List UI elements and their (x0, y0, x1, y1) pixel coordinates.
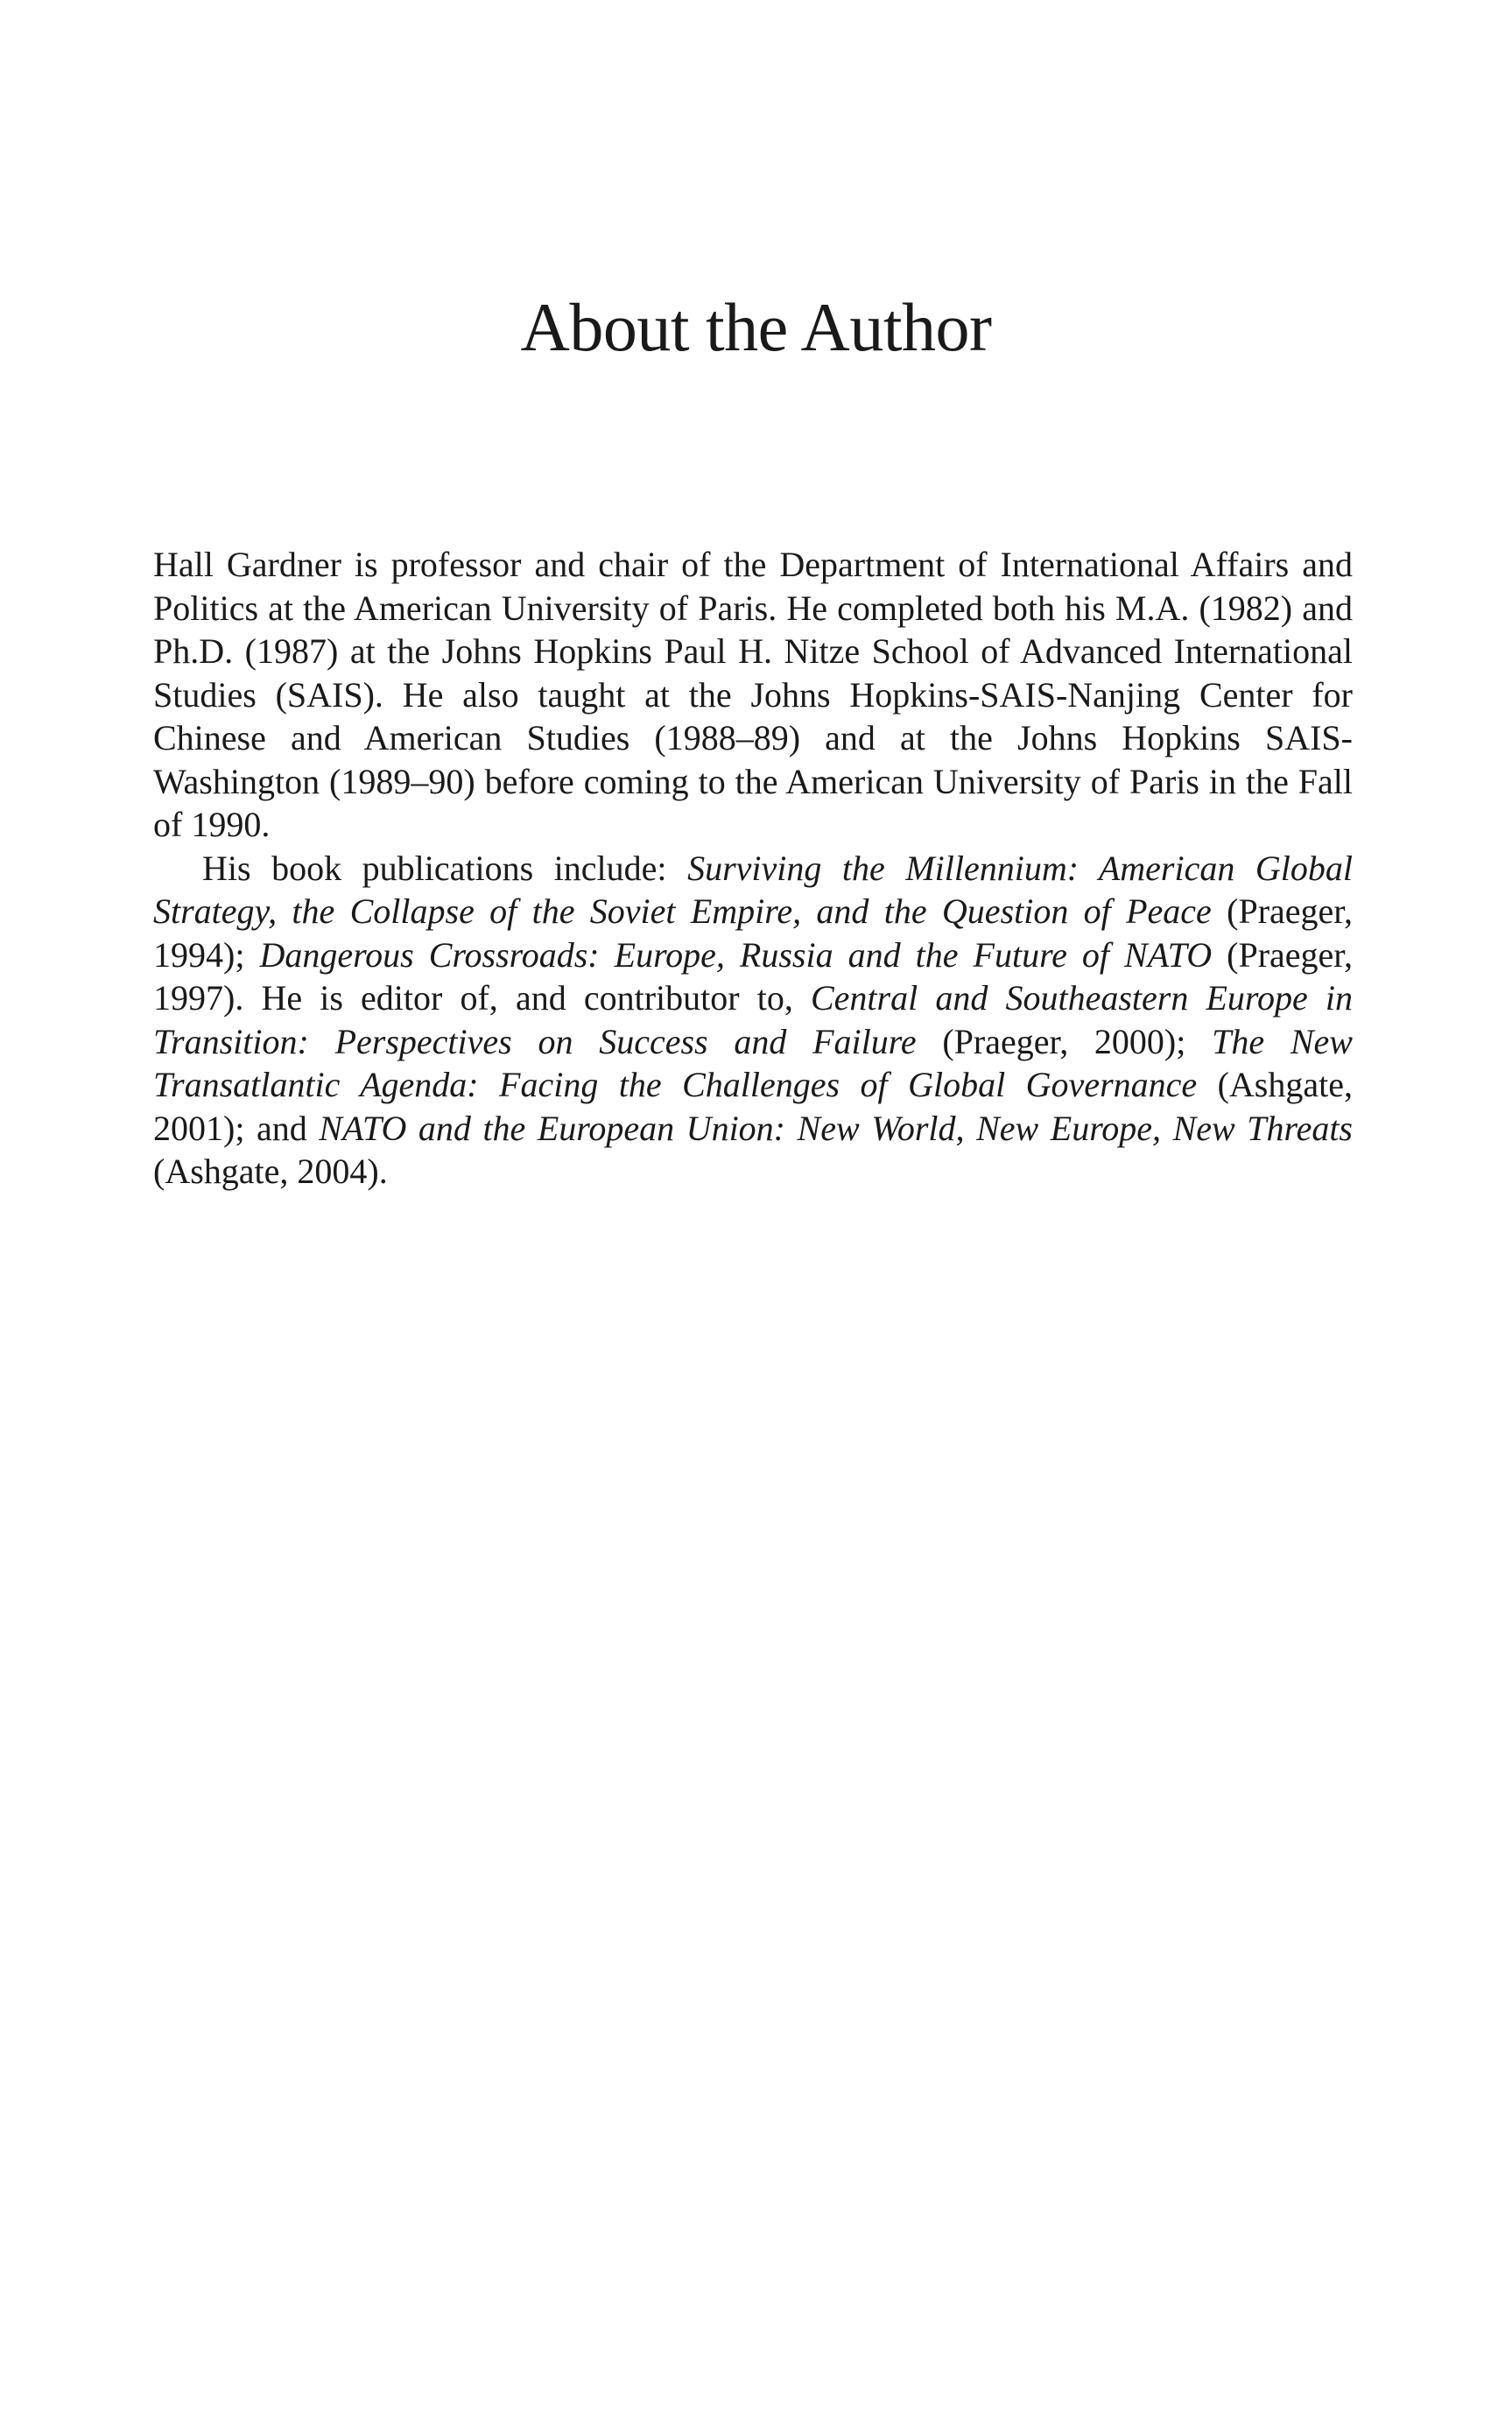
book-title: Surviving the Millennium: American Global Strategy, the Collapse of the Soviet Empire, and the Question of Peace (153, 848, 1353, 931)
book-title: Dangerous Crossroads: Europe, Russia and the Future of NATO (259, 934, 1213, 975)
book-publisher: (Ashgate, 2004). (153, 1152, 388, 1191)
book-title: Central and Southeastern Europe in Transition: Perspectives on Success and Failure (153, 978, 1353, 1061)
book-title: The New Transatlantic Agenda: Facing the Challenges of Global Governance (153, 1021, 1353, 1104)
author-bio (153, 543, 1353, 1194)
book-title: NATO and the European Union: New World, New Europe, New Threats (319, 1108, 1353, 1148)
book-publisher: (Praeger, 1997). He is editor of, and contributor to, (153, 934, 1353, 1018)
book-publisher: (Ashgate, 2001); and (153, 1065, 1353, 1148)
book-publisher: (Praeger, 1994); (153, 891, 1353, 975)
publications-paragraph (153, 847, 1353, 1194)
bio-paragraph: Hall Gardner is professor and chair of the Department of International Affairs and Politics at the American University of Paris. He completed both his M.A. (1982) and Ph.D. (1987) at the Johns Hopkins Paul H. Nitze School of Advanced International Studies (SAIS). He also taught at the Johns Hopkins-SAIS-Nanjing Center for Chinese and American Studies (1988–89) and at the Johns Hopkins SAIS-Washington (1989–90) before coming to the American University of Paris in the Fall of 1990. (153, 545, 1353, 844)
publications-intro: His book publications include: (202, 848, 688, 888)
book-publisher: (Praeger, 2000); (916, 1021, 1213, 1061)
page-title: About the Author (520, 289, 992, 365)
